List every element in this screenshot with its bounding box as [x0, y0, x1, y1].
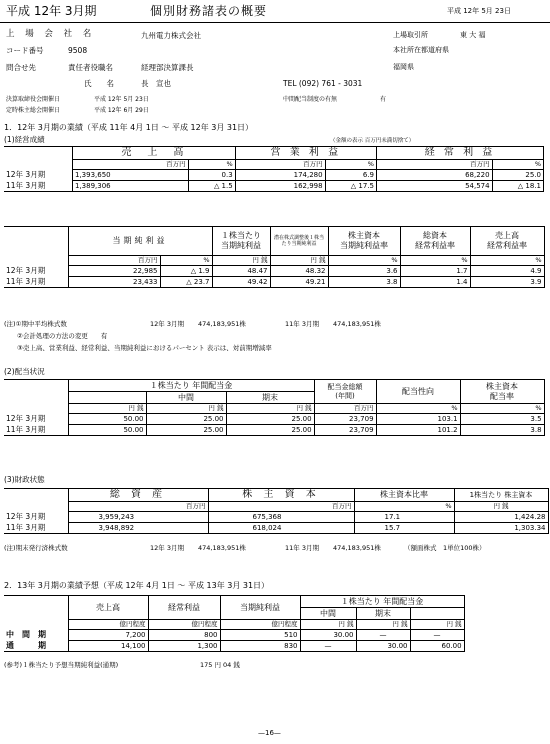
cell: 17.1 — [354, 512, 454, 523]
table-row — [4, 512, 548, 523]
col-header-bps: 1株当たり 株主資本 — [454, 489, 548, 502]
cell: △ 1.5 — [188, 181, 235, 192]
col-header-interim: 中間 — [146, 392, 226, 404]
unit: % — [470, 256, 544, 266]
cell: 23,709 — [314, 425, 376, 436]
col-header-total-dividend: 配当金総額 (年間) — [314, 380, 376, 404]
board-date: 平成 12年 5月 23日 — [94, 96, 149, 103]
note-shares-b: 11年 3月期 — [285, 544, 319, 552]
note-avg-shares-b-value: 474,183,951株 — [333, 320, 381, 328]
cell: 174,280 — [235, 170, 325, 181]
cell: 162,998 — [235, 181, 325, 192]
table-row — [4, 181, 544, 192]
amount-unit-note: （金額の表示 百万円未満切捨て） — [330, 138, 415, 144]
col-header-final: 期末 — [226, 392, 314, 404]
row-label: 12年 3月期 — [6, 414, 46, 424]
cell: — — [356, 630, 410, 641]
cell: △ 17.5 — [325, 181, 376, 192]
section4-title: 2．13年 3月期の業績予想（平成 12年 4月 1日 ～ 平成 13年 3月 31日） — [4, 581, 270, 590]
cell: 48.47 — [212, 266, 270, 277]
col-header-roa: 総資本 経常利益率 — [400, 227, 470, 256]
cell: 30.00 — [356, 641, 410, 652]
cell: 25.00 — [146, 425, 226, 436]
cell: 15.7 — [354, 523, 454, 534]
table-row — [4, 630, 464, 641]
note-par-value: （額面株式 1単位100株） — [404, 544, 486, 552]
col-header-eps: １株当たり 当期純利益 — [212, 227, 270, 256]
unit: 円 銭 — [410, 620, 464, 630]
col-header-ordinary-income: 経常利益 — [148, 596, 220, 620]
col-header-interim: 中間 — [300, 608, 356, 620]
unit: % — [328, 256, 400, 266]
col-header-annual-dividend: １株当たり 年間配当金 — [300, 596, 464, 608]
unit: % — [160, 256, 212, 266]
report-title: 個別財務諸表の概要 — [150, 4, 268, 18]
table-row — [4, 523, 548, 534]
cell: 1,389,306 — [73, 181, 189, 192]
row-label: 11年 3月期 — [4, 425, 68, 436]
unit: % — [188, 160, 235, 170]
interim-system-label: 中間配当制度の有無 — [283, 96, 338, 103]
section1-subtitle: (1)経営成績 — [4, 135, 45, 144]
unit: 百万円 — [68, 256, 160, 266]
cell: 25.00 — [226, 425, 314, 436]
table-row — [4, 170, 544, 181]
cell: 1,303.34 — [454, 523, 548, 534]
col-header-operating-income: 営 業 利 益 — [235, 147, 376, 160]
note-percent-basis: ③売上高、営業利益、経常利益、当期純利益におけるパーセント 表示は、対前期増減率 — [17, 344, 272, 352]
unit: % — [376, 404, 460, 414]
row-label: 11年 3月期 — [4, 523, 68, 534]
contact-role-label: 責任者役職名 — [68, 63, 113, 72]
cell: 1,300 — [148, 641, 220, 652]
company-name: 九州電力株式会社 — [141, 31, 201, 40]
cell: 7,200 — [68, 630, 148, 641]
col-header-annual-dividend: １株当たり 年間配当金 — [68, 380, 314, 392]
unit: 百万円 — [314, 404, 376, 414]
cell: △ 1.9 — [160, 266, 212, 277]
table-row — [4, 266, 544, 277]
col-header-roe: 株主資本 当期純利益率 — [328, 227, 400, 256]
row-label: 12年 3月期 — [6, 170, 46, 180]
note-shares-b-value: 474,183,951株 — [333, 544, 381, 552]
cell: 68,220 — [376, 170, 492, 181]
cell: 60.00 — [410, 641, 464, 652]
unit: % — [354, 502, 454, 512]
unit: 円 銭 — [226, 404, 314, 414]
exchange-value: 東 大 福 — [460, 31, 486, 39]
cell: 50.00 — [68, 425, 146, 436]
cell: 101.2 — [376, 425, 460, 436]
cell: 25.00 — [146, 414, 226, 425]
col-header-payout: 配当性向 — [376, 380, 460, 404]
contact-name-label: 氏 名 — [84, 79, 114, 88]
unit: 億円程度 — [68, 620, 148, 630]
note-avg-shares-a-value: 474,183,951株 — [198, 320, 246, 328]
cell: 618,024 — [208, 523, 354, 534]
row-label: 11年 3月期 — [4, 181, 73, 192]
forecast-eps-label: (参考)１株当たり予想当期純利益(通期) — [4, 661, 119, 669]
col-header-diluted-eps: 潜在株式調整後１株当たり当期純利益 — [270, 227, 328, 256]
interim-system-value: 有 — [380, 96, 387, 103]
col-header-sales: 売上高 — [68, 596, 148, 620]
unit: 円 銭 — [454, 502, 548, 512]
note-avg-shares-a: 12年 3月期 — [150, 320, 184, 328]
cell: 4.9 — [470, 266, 544, 277]
col-header-dividend-ratio: 株主資本 配当率 — [460, 380, 544, 404]
unit: 円 銭 — [300, 620, 356, 630]
cell: 103.1 — [376, 414, 460, 425]
code-label: コード番号 — [6, 46, 44, 55]
unit: 円 銭 — [270, 256, 328, 266]
report-date: 平成 12年 5月 23日 — [447, 7, 511, 15]
net-income-table — [4, 226, 545, 288]
cell: 1.4 — [400, 277, 470, 288]
cell: 30.00 — [300, 630, 356, 641]
col-header-net-income: 当期純利益 — [220, 596, 300, 620]
operating-results-table — [4, 146, 544, 192]
agm-date-label: 定時株主総会開催日 — [6, 107, 61, 114]
cell: — — [410, 630, 464, 641]
col-header-total-assets: 総 資 産 — [68, 489, 208, 502]
table-corner — [4, 147, 73, 160]
cell: — — [300, 641, 356, 652]
unit: 円 銭 — [68, 404, 146, 414]
cell: 3.6 — [328, 266, 400, 277]
cell: 830 — [220, 641, 300, 652]
forecast-table — [4, 595, 465, 652]
contact-role: 経理部決算課長 — [141, 63, 194, 72]
row-label: 中 間 期 — [6, 630, 46, 639]
unit: % — [400, 256, 470, 266]
row-label: 11年 3月期 — [4, 277, 68, 288]
unit: 円 銭 — [212, 256, 270, 266]
unit: % — [460, 404, 544, 414]
cell: 3.8 — [328, 277, 400, 288]
section3-title: (3)財政状態 — [4, 475, 45, 484]
exchange-label: 上場取引所 — [393, 31, 428, 39]
cell: 675,368 — [208, 512, 354, 523]
cell: 1,424.28 — [454, 512, 548, 523]
cell: 14,100 — [68, 641, 148, 652]
cell: △ 18.1 — [492, 181, 543, 192]
cell: 50.00 — [68, 414, 146, 425]
forecast-eps-value: 175 円 04 銭 — [200, 661, 240, 669]
cell: 48.32 — [270, 266, 328, 277]
cell: 1.7 — [400, 266, 470, 277]
hq-value: 福岡県 — [393, 63, 414, 71]
table-row — [4, 414, 544, 425]
unit: 円 銭 — [146, 404, 226, 414]
cell: 3,948,892 — [68, 523, 208, 534]
board-date-label: 決算取締役会開催日 — [6, 96, 61, 103]
section1-title: 1．12年 3月期の業績（平成 11年 4月 1日 ～ 平成 12年 3月 31日） — [4, 123, 254, 132]
cell: 23,433 — [68, 277, 160, 288]
cell: 3,959,243 — [68, 512, 208, 523]
table-row — [4, 277, 544, 288]
unit: 億円程度 — [148, 620, 220, 630]
unit: % — [325, 160, 376, 170]
cell: 3.9 — [470, 277, 544, 288]
row-label: 12年 3月期 — [6, 512, 46, 522]
contact-tel: TEL (092) 761 - 3031 — [283, 79, 363, 88]
contact-label: 問合せ先 — [6, 63, 36, 72]
col-header-ordinary-income: 経 常 利 益 — [376, 147, 543, 160]
col-header-net-income: 当期純利益 — [68, 227, 212, 256]
note-shares-a-value: 474,183,951株 — [198, 544, 246, 552]
cell: 3.5 — [460, 414, 544, 425]
cell: 49.21 — [270, 277, 328, 288]
note-shares-outstanding-label: (注)期末発行済株式数 — [4, 544, 68, 552]
cell: 6.9 — [325, 170, 376, 181]
unit: 百万円 — [68, 502, 208, 512]
unit: 百万円 — [208, 502, 354, 512]
page-number: —16— — [258, 729, 281, 737]
company-name-label: 上 場 会 社 名 — [6, 29, 96, 39]
cell: 0.3 — [188, 170, 235, 181]
unit: % — [492, 160, 543, 170]
note-accounting-change: ②会計処理の方法の変更 有 — [17, 332, 108, 340]
unit: 億円程度 — [220, 620, 300, 630]
col-header-equity-ratio: 株主資本比率 — [354, 489, 454, 502]
dividend-table — [4, 379, 545, 436]
unit: 百万円 — [376, 160, 492, 170]
table-row — [4, 425, 544, 436]
note-avg-shares-b: 11年 3月期 — [285, 320, 319, 328]
note-shares-a: 12年 3月期 — [150, 544, 184, 552]
cell: △ 23.7 — [160, 277, 212, 288]
financial-position-table — [4, 488, 549, 534]
contact-name: 長 宣也 — [141, 79, 171, 88]
row-label: 通 期 — [4, 641, 68, 652]
header-rule — [0, 22, 550, 23]
col-header-final: 期末 — [356, 608, 410, 620]
cell: 49.42 — [212, 277, 270, 288]
agm-date: 平成 12年 6月 29日 — [94, 107, 149, 114]
cell: 800 — [148, 630, 220, 641]
note-avg-shares-label: (注)①期中平均株式数 — [4, 320, 67, 328]
cell: 54,574 — [376, 181, 492, 192]
cell: 25.0 — [492, 170, 543, 181]
unit: 百万円 — [235, 160, 325, 170]
cell: 25.00 — [226, 414, 314, 425]
col-header-equity: 株 主 資 本 — [208, 489, 354, 502]
cell: 1,393,650 — [73, 170, 189, 181]
section2-title: (2)配当状況 — [4, 367, 45, 376]
unit: 百万円 — [73, 160, 189, 170]
cell: 3.8 — [460, 425, 544, 436]
row-label: 12年 3月期 — [6, 266, 46, 276]
col-header-margin: 売上高 経常利益率 — [470, 227, 544, 256]
cell: 23,709 — [314, 414, 376, 425]
cell: 22,985 — [68, 266, 160, 277]
table-row — [4, 641, 464, 652]
report-period: 平成 12年 3月期 — [6, 4, 97, 18]
col-header-sales: 売 上 高 — [73, 147, 236, 160]
unit: 円 銭 — [356, 620, 410, 630]
code-value: 9508 — [68, 46, 88, 55]
cell: 510 — [220, 630, 300, 641]
hq-label: 本社所在都道府県 — [393, 46, 449, 54]
